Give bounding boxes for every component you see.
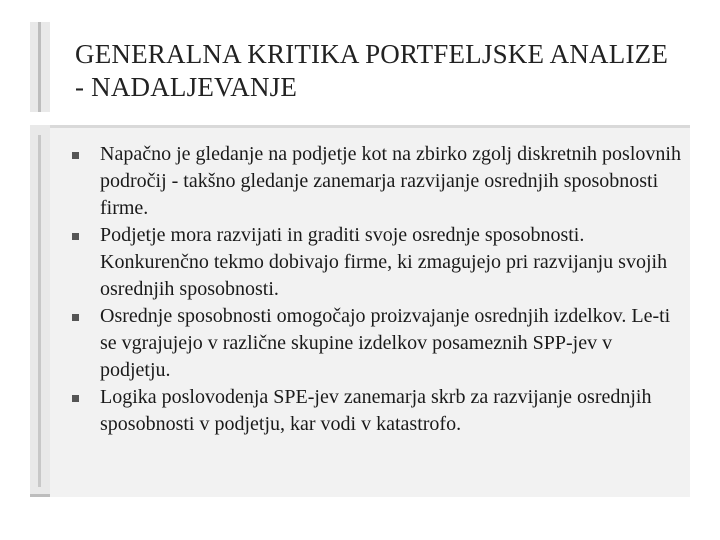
- bullet-text: Podjetje mora razvijati in graditi svoje osrednje sposobnosti. Konkurenčno tekmo dobivajo firme, ki zmagujejo pri razvijanju svojih osrednjih sposobnosti.: [100, 224, 668, 300]
- bullet-item: [70, 384, 685, 438]
- bullet-item: [70, 303, 685, 384]
- bullet-list: [70, 141, 685, 438]
- title-accent-line: [38, 22, 41, 112]
- bullet-text: Napačno je gledanje na podjetje kot na zbirko zgolj diskretnih poslovnih področij - takšno gledanje zanemarja razvijanje osrednjih sposobnosti firme.: [100, 143, 681, 219]
- bullet-text: Logika poslovodenja SPE-jev zanemarja skrb za razvijanje osrednjih sposobnosti v podjetju, kar vodi v katastrofo.: [100, 386, 652, 435]
- title-frame: [30, 22, 690, 112]
- content-frame: [30, 125, 690, 497]
- bullet-item: [70, 222, 685, 303]
- bullet-item: [70, 141, 685, 222]
- square-bullet-icon: [72, 395, 79, 402]
- slide-title: GENERALNA KRITIKA PORTFELJSKE ANALIZE - NADALJEVANJE: [75, 39, 669, 102]
- bullet-text: Osrednje sposobnosti omogočajo proizvajanje osrednjih izdelkov. Le-ti se vgrajujejo v različne skupine izdelkov posameznih SPP-jev v podjetju.: [100, 305, 671, 381]
- square-bullet-icon: [72, 233, 79, 240]
- content-top-rule: [50, 125, 690, 128]
- content-accent-line: [38, 135, 41, 487]
- square-bullet-icon: [72, 152, 79, 159]
- square-bullet-icon: [72, 314, 79, 321]
- content-bottom-rule: [30, 494, 50, 497]
